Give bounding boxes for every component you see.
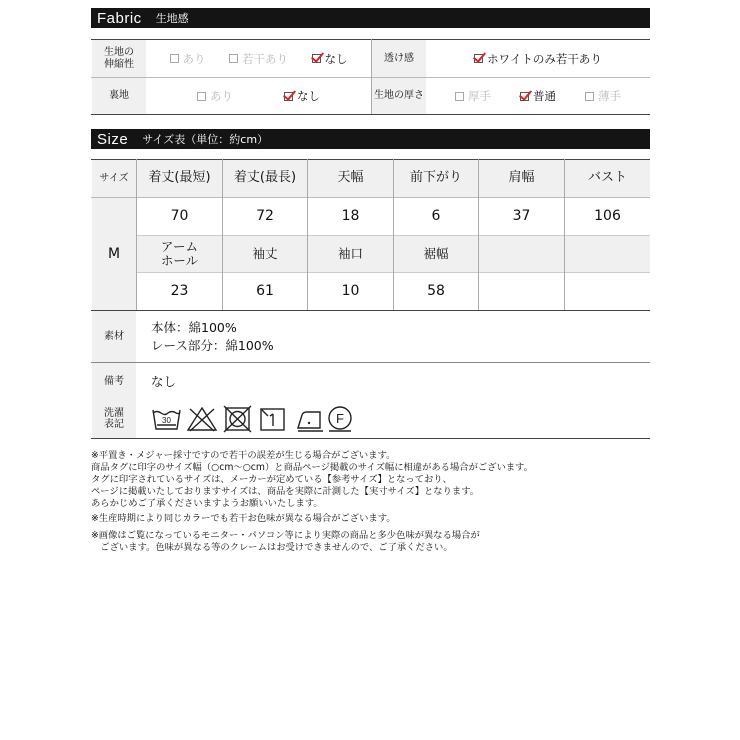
checked-checkbox-icon bbox=[474, 54, 483, 63]
size-value-cell: 58 bbox=[427, 283, 445, 300]
fabric-title: Fabric bbox=[97, 9, 142, 27]
size-subheader-cell bbox=[479, 236, 564, 272]
dry-clean-f-icon bbox=[329, 407, 351, 431]
thickness-options bbox=[426, 78, 650, 114]
note-line-2: 商品タグに印字のサイズ幅（○cm〜○cm）と商品ページ掲載のサイズ幅に相違がある場合がございます。 bbox=[91, 462, 533, 473]
size-header-cell: 着丈(最長) bbox=[223, 160, 307, 197]
checked-checkbox-icon bbox=[312, 54, 321, 63]
stretch-label: 生地の 伸縮性 bbox=[92, 40, 146, 77]
size-label-cell: サイズ bbox=[92, 160, 136, 197]
checkbox-icon bbox=[170, 54, 179, 63]
iron-low-icon bbox=[298, 412, 323, 431]
care-bottom-line bbox=[91, 438, 650, 439]
stretch-option-label: 若干あり bbox=[242, 51, 288, 66]
size-value-cell: 70 bbox=[170, 208, 189, 225]
size-header-cell: バスト bbox=[565, 160, 650, 197]
remarks-text: なし bbox=[151, 374, 177, 389]
drip-dry-shade-icon bbox=[261, 409, 284, 430]
checked-checkbox-icon bbox=[284, 92, 293, 101]
dry-clean-letter: F bbox=[336, 411, 344, 426]
fabric-table-bottom bbox=[91, 114, 650, 115]
material-bottom-line bbox=[91, 362, 650, 363]
note-line-5: あらかじめご了承くださいますようお願いいたします。 bbox=[91, 498, 323, 509]
checkbox-icon bbox=[229, 54, 238, 63]
thickness-option-1 bbox=[455, 88, 491, 104]
size-value-cell bbox=[565, 273, 650, 310]
note-line-7: ※画像はご覧になっているモニター・パソコン等により実際の商品と多少色味が異なる場合が ございます。色味が異なる等のクレームはお受けできませんので、ご了承ください。 bbox=[91, 530, 480, 554]
thickness-label: 生地の厚さ bbox=[372, 78, 426, 114]
stretch-option-2 bbox=[229, 51, 288, 67]
care-label: 洗濯 表記 bbox=[92, 400, 136, 438]
no-tumble-dry-icon bbox=[224, 406, 251, 432]
size-value-cell bbox=[479, 273, 564, 310]
size-value-cell: 37 bbox=[512, 208, 531, 225]
thickness-option-2 bbox=[520, 88, 556, 104]
thickness-option-label: 厚手 bbox=[468, 89, 491, 103]
checkbox-icon bbox=[197, 92, 206, 101]
checked-checkbox-icon bbox=[520, 92, 529, 101]
size-title: Size bbox=[97, 130, 129, 148]
care-symbols bbox=[151, 405, 356, 433]
size-header-cell: 前下がり bbox=[394, 160, 478, 197]
size-value-cell: 23 bbox=[170, 283, 189, 300]
sheer-options bbox=[426, 40, 650, 77]
size-header-cell: 着丈(最短) bbox=[137, 160, 222, 197]
thickness-option-label: 普通 bbox=[533, 89, 556, 103]
size-table-bottom bbox=[91, 310, 650, 311]
size-subheader-cell: 袖口 bbox=[308, 236, 393, 272]
thickness-option-3 bbox=[585, 88, 621, 104]
size-value-cell: 18 bbox=[341, 208, 360, 225]
size-subtitle: サイズ表（単位：約cm） bbox=[142, 133, 269, 146]
stretch-option-1 bbox=[170, 51, 206, 67]
stretch-option-label: なし bbox=[324, 51, 348, 66]
size-value-cell: 10 bbox=[341, 283, 360, 300]
sheer-option-label: ホワイトのみ若干あり bbox=[487, 51, 602, 66]
size-subheader-cell bbox=[565, 236, 650, 272]
lining-option-1 bbox=[197, 88, 233, 104]
lining-option-label: なし bbox=[297, 89, 320, 103]
size-subheader-cell: 裾幅 bbox=[394, 236, 478, 272]
sheer-label: 透け感 bbox=[372, 40, 426, 77]
material-line-2: レース部分：綿100% bbox=[151, 338, 274, 353]
note-line-3: タグに印字されているサイズは、メーカーが定めている【参考サイズ】となっており、 bbox=[91, 474, 452, 485]
note-line-1: ※平置き・メジャー採寸ですので若干の誤差が生じる場合がございます。 bbox=[91, 450, 396, 461]
checkbox-icon bbox=[455, 92, 464, 101]
lining-options bbox=[146, 78, 371, 114]
fabric-subtitle: 生地感 bbox=[155, 12, 189, 25]
fabric-header bbox=[91, 8, 650, 28]
lining-option-label: あり bbox=[210, 89, 233, 103]
no-bleach-icon bbox=[188, 408, 216, 431]
lining-label: 裏地 bbox=[92, 78, 146, 114]
material-label: 素材 bbox=[92, 311, 136, 362]
wash-30-icon bbox=[153, 410, 180, 429]
size-subheader-cell: アーム ホール bbox=[137, 236, 222, 272]
size-value-cell: 106 bbox=[594, 208, 621, 225]
lining-option-2 bbox=[284, 88, 320, 104]
remarks-label: 備考 bbox=[92, 363, 136, 400]
size-header-cell: 肩幅 bbox=[479, 160, 564, 197]
size-value-cell: 61 bbox=[256, 283, 274, 300]
note-line-4: ページに掲載いたしておりますサイズは、商品を実際に計測した【実寸サイズ】となります。 bbox=[91, 486, 480, 497]
stretch-option-label: あり bbox=[182, 51, 206, 66]
size-header bbox=[91, 129, 650, 149]
checkbox-icon bbox=[585, 92, 594, 101]
thickness-option-label: 薄手 bbox=[598, 89, 621, 103]
size-subheader-cell: 袖丈 bbox=[223, 236, 307, 272]
sheer-option-1 bbox=[474, 51, 602, 67]
stretch-option-3 bbox=[312, 51, 348, 67]
size-value-cell: 72 bbox=[256, 208, 274, 225]
size-name-cell: M bbox=[92, 198, 136, 310]
size-header-cell: 天幅 bbox=[308, 160, 393, 197]
stretch-options bbox=[146, 40, 371, 77]
material-line-1: 本体：綿100% bbox=[151, 320, 237, 335]
size-value-cell: 6 bbox=[431, 208, 441, 225]
wash-temp-text: 30 bbox=[162, 416, 171, 425]
note-line-6: ※生産時期により同じカラーでも若干お色味が異なる場合がございます。 bbox=[91, 513, 396, 524]
